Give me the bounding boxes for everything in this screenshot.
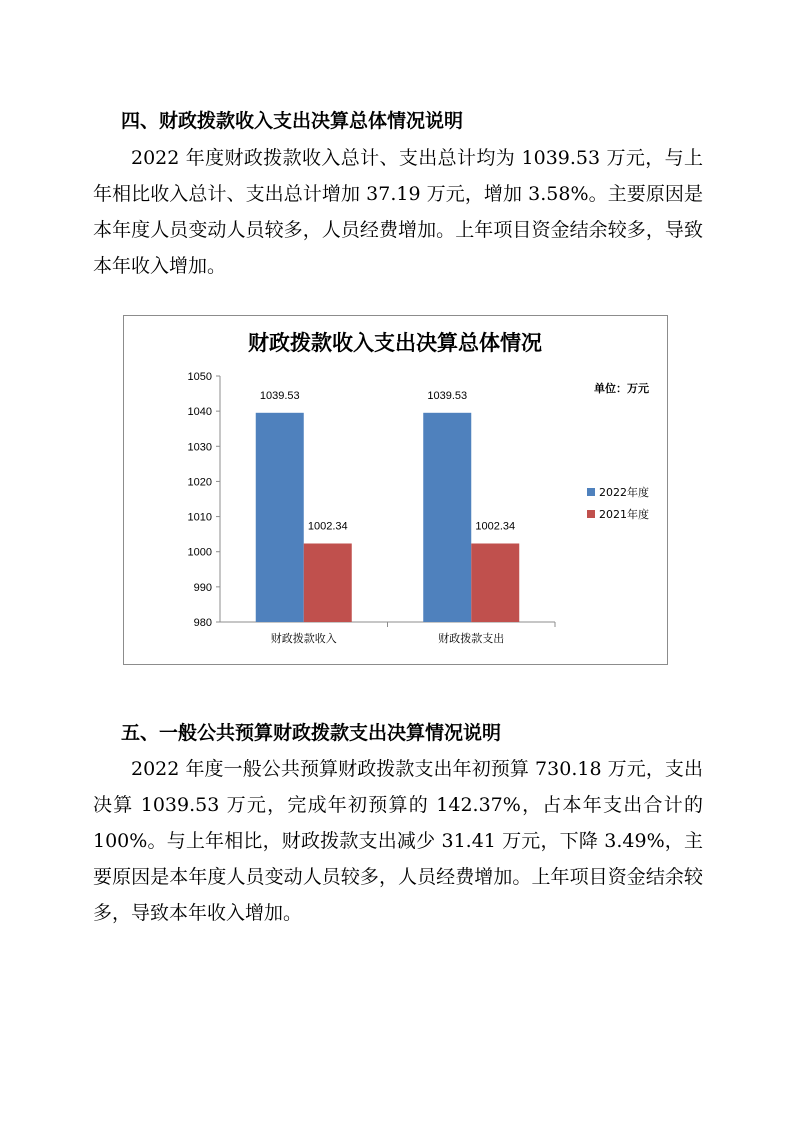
y-tick-label: 1010 — [187, 511, 212, 524]
legend-swatch — [587, 510, 595, 518]
data-label: 1039.53 — [427, 389, 468, 402]
data-label: 1002.34 — [475, 520, 516, 533]
section5-paragraph: 2022 年度一般公共预算财政拨款支出年初预算 730.18 万元，支出决算 1039.53 万元，完成年初预算的 142.37%，占本年支出合计的 100%。与上年相比，财政拨款支出减少 31.41 万元，下降 3.49%，主要原因是本年度人员变动人员较多，人员经费增加。上年项目资金结余较多，导致本年收入增加。 — [93, 758, 703, 924]
category-label: 财政拨款支出 — [438, 632, 505, 645]
legend-label: 2021年度 — [599, 508, 649, 521]
data-label: 1002.34 — [307, 520, 348, 533]
legend-swatch — [587, 488, 595, 496]
y-tick-label: 990 — [193, 581, 212, 594]
y-tick-label: 980 — [193, 617, 212, 629]
chart-svg — [124, 316, 667, 664]
y-tick-label: 1030 — [187, 441, 212, 454]
section4-heading: 四、财政拨款收入支出决算总体情况说明 — [121, 110, 464, 132]
bar-1-2 — [304, 543, 352, 622]
section4-paragraph: 2022 年度财政拨款收入总计、支出总计均为 1039.53 万元，与上年相比收入总计、支出总计增加 37.19 万元，增加 3.58%。主要原因是本年度人员变动人员较多，人员经费增加。上年项目资金结余较多，导致本年收入增加。 — [93, 147, 703, 277]
data-label: 1039.53 — [259, 389, 300, 402]
y-tick-label: 1040 — [187, 406, 212, 419]
y-tick-label: 1050 — [187, 371, 212, 383]
bar-2-1 — [423, 413, 471, 622]
bar-1-1 — [256, 413, 304, 622]
chart-title: 财政拨款收入支出决算总体情况 — [248, 331, 542, 355]
y-tick-label: 1000 — [187, 546, 212, 559]
y-tick-label: 1020 — [187, 476, 212, 489]
category-label: 财政拨款收入 — [270, 632, 337, 645]
bar-2-2 — [471, 543, 519, 622]
chart-unit-label: 单位：万元 — [594, 382, 649, 395]
bar-chart — [123, 315, 668, 665]
legend-label: 2022年度 — [599, 486, 649, 499]
section5-heading: 五、一般公共预算财政拨款支出决算情况说明 — [121, 722, 502, 744]
